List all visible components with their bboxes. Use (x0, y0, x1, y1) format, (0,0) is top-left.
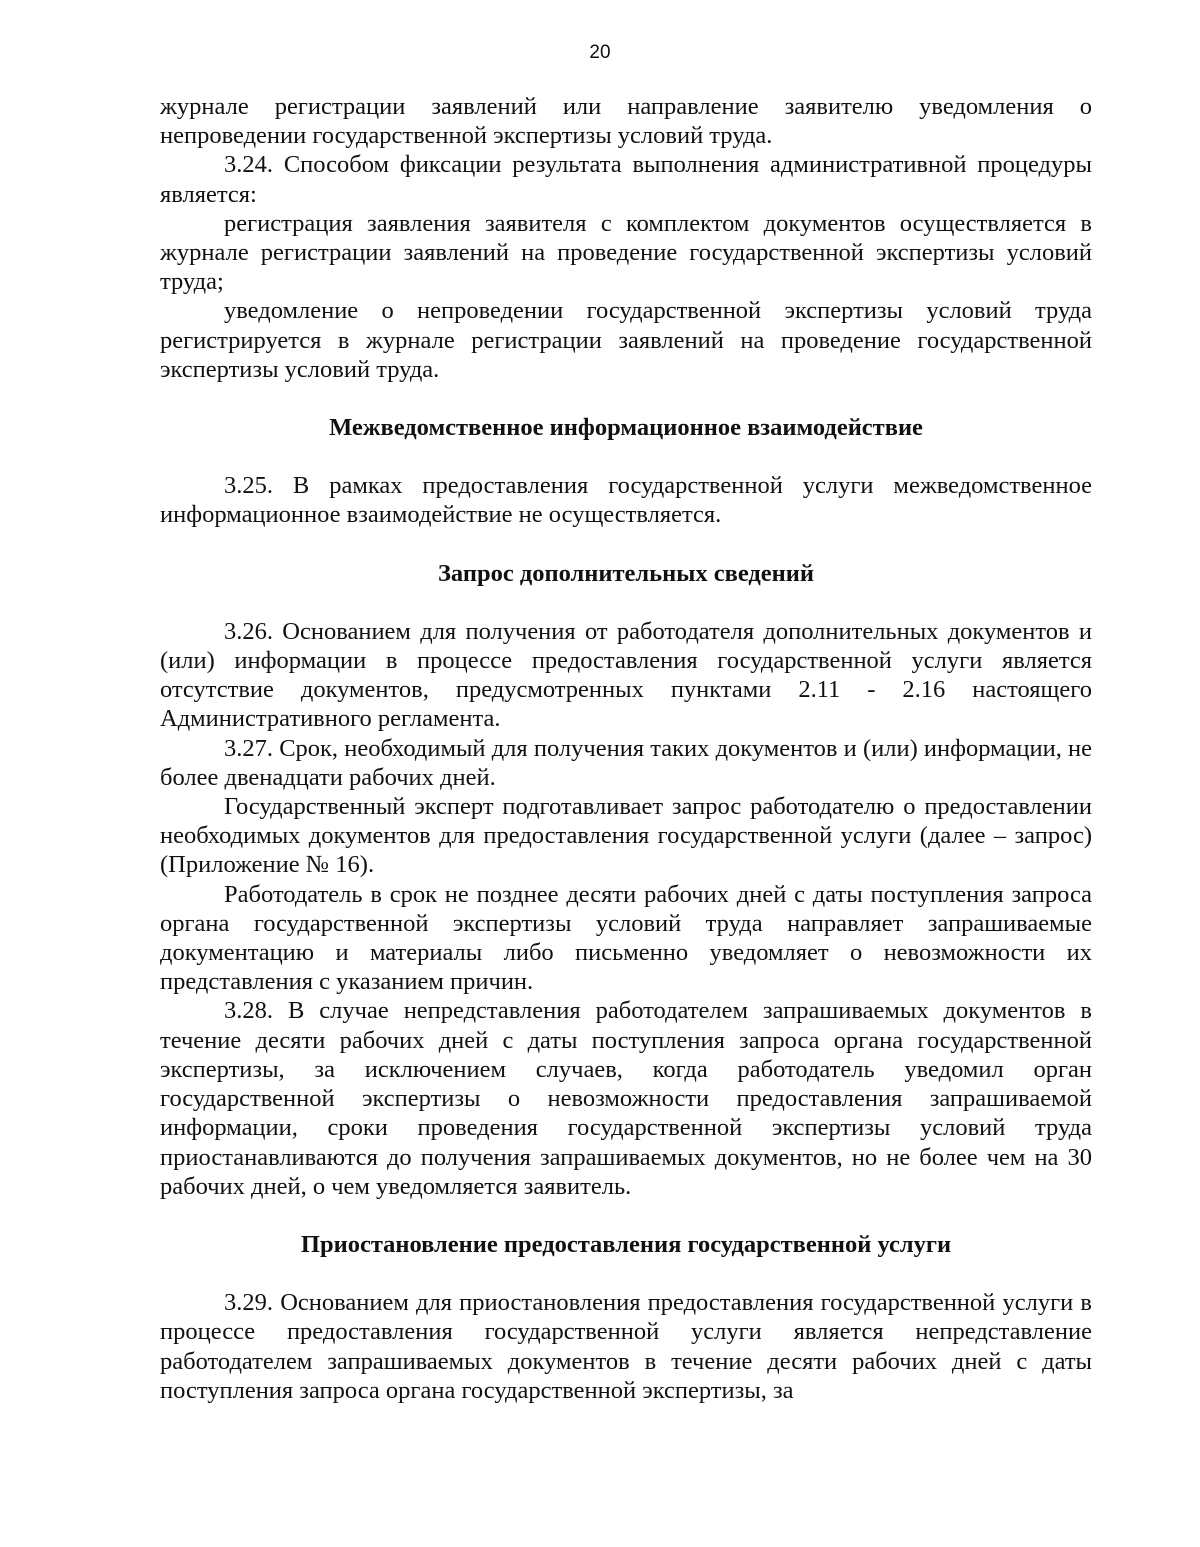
paragraph-notification: уведомление о непроведении государственной экспертизы условий труда регистрируется в журнале регистрации заявлений на проведение государственной экспертизы условий труда. (160, 297, 1092, 383)
document-body (160, 92, 1092, 1405)
paragraph-3-24: 3.24. Способом фиксации результата выполнения административной процедуры является: (160, 151, 1092, 208)
section-heading-interagency: Межведомственное информационное взаимодействие (329, 414, 923, 442)
paragraph-3-27: 3.27. Срок, необходимый для получения таких документов и (или) информации, не более двенадцати рабочих дней. (160, 734, 1092, 791)
paragraph-3-29: 3.29. Основанием для приостановления предоставления государственной услуги в процессе предоставления государственной услуги является непредставление работодателем запрашиваемых документов в течение десяти рабочих дней с даты поступления запроса органа государственной экспертизы, за (160, 1289, 1092, 1404)
paragraph-3-25: 3.25. В рамках предоставления государственной услуги межведомственное информационное взаимодействие не осуществляется. (160, 472, 1092, 529)
paragraph-3-26: 3.26. Основанием для получения от работодателя дополнительных документов и (или) информации в процессе предоставления государственной услуги является отсутствие документов, предусмотренных пунктами 2.11 - 2.16 настоящего Административного регламента. (160, 617, 1092, 733)
paragraph-3-28: 3.28. В случае непредставления работодателем запрашиваемых документов в течение десяти рабочих дней с даты поступления запроса органа государственной экспертизы, за исключением случаев, когда работодатель уведомил орган государственной экспертизы о невозможности предоставления запрашиваемой информации, сроки проведения государственной экспертизы условий труда приостанавливаются до получения запрашиваемых документов, но не более чем на 30 рабочих дней, о чем уведомляется заявитель. (160, 997, 1092, 1200)
paragraph-registration: регистрация заявления заявителя с комплектом документов осуществляется в журнале регистрации заявлений на проведение государственной экспертизы условий труда; (160, 209, 1092, 296)
paragraph-employer-response: Работодатель в срок не позднее десяти рабочих дней с даты поступления запроса органа государственной экспертизы условий труда направляет запрашиваемые документацию и материалы либо письменно уведомляет о невозможности их представления с указанием причин. (160, 880, 1092, 996)
section-heading-suspension: Приостановление предоставления государственной услуги (300, 1230, 952, 1258)
paragraph-expert-request: Государственный эксперт подготавливает запрос работодателю о предоставлении необходимых документов для предоставления государственной услуги (далее – запрос) (Приложение № 16). (160, 793, 1092, 879)
section-heading-additional-info: Запрос дополнительных сведений (437, 559, 815, 587)
paragraph-continuation: журнале регистрации заявлений или направление заявителю уведомления о непроведении государственной экспертизы условий труда. (160, 93, 1092, 150)
page-number: 20 (589, 42, 611, 63)
